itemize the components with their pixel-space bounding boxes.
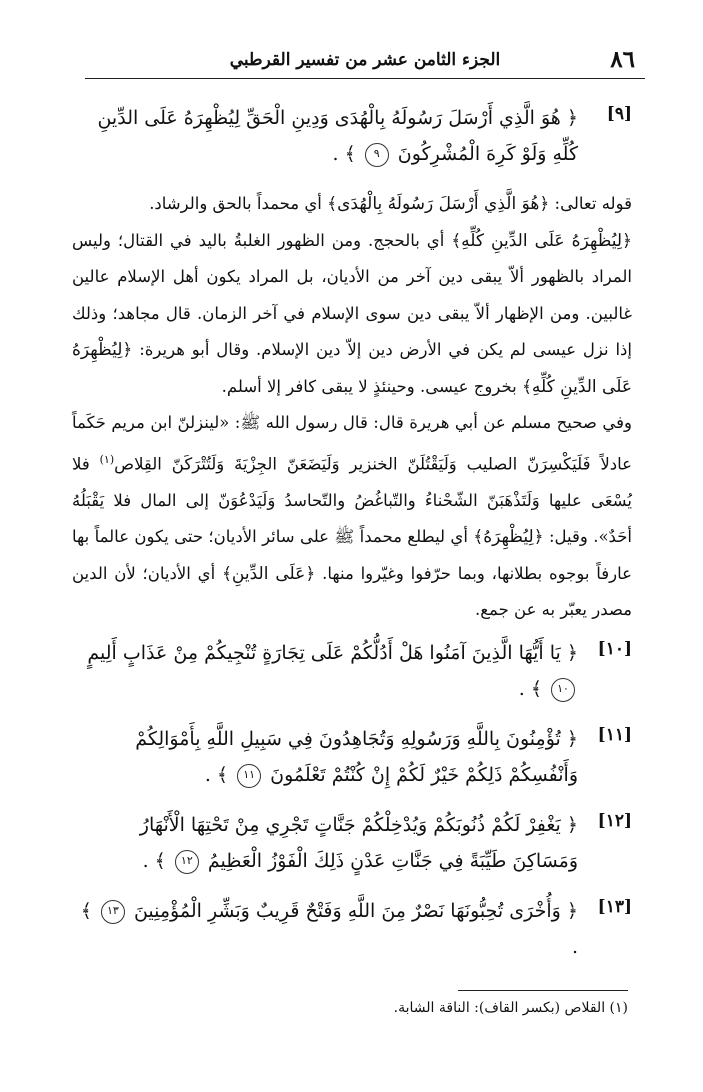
verse-text: ﴿ هُوَ الَّذِي أَرْسَلَ رَسُولَهُ بِالْهُدَى وَدِينِ الْحَقِّ لِيُظْهِرَهُ عَلَى الدِّينِ كُلِّهِ وَلَوْ كَرِهَ الْمُشْرِكُونَ ٩ ﴾ .: [97, 107, 578, 165]
commentary: [72, 186, 632, 629]
quran-quote: ﴿لِيُظْهِرَهُ عَلَى الدِّينِ كُلِّهِ﴾: [72, 340, 632, 397]
page-number: ٨٦: [610, 46, 635, 73]
ayah-marker-icon: ١١: [237, 764, 261, 788]
ayah-marker-icon: ١٢: [175, 850, 199, 874]
footnote: (١) القلاص (بكسر القاف): الناقة الشابة.: [393, 1000, 628, 1016]
verse-11: [72, 721, 632, 793]
verse-12: [72, 807, 632, 879]
verse-text: ﴿ يَا أَيُّهَا الَّذِينَ آمَنُوا هَلْ أَدُلُّكُمْ عَلَى تِجَارَةٍ تُنْجِيكُمْ مِنْ عَذَابٍ أَلِيمٍ ١٠ ﴾ .: [87, 641, 578, 700]
ayah-marker-icon: ٩: [365, 143, 389, 167]
verse-number: [٩]: [606, 104, 632, 124]
quran-quote: ﴿هُوَ الَّذِي أَرْسَلَ رَسُولَهُ بِالْهُدَى﴾: [327, 194, 550, 214]
commentary-paragraph: قوله تعالى: ﴿هُوَ الَّذِي أَرْسَلَ رَسُولَهُ بِالْهُدَى﴾ أي محمداً بالحق والرشاد.: [149, 194, 632, 214]
verse-number: [١٠]: [597, 638, 632, 659]
page-header: [85, 44, 645, 79]
verse-text: ﴿ وَأُخْرَى تُحِبُّونَهَا نَصْرٌ مِنَ اللَّهِ وَفَتْحٌ قَرِيبٌ وَبَشِّرِ الْمُؤْمِنِينَ ١٣ ﴾ .: [80, 899, 578, 958]
verse-text: ﴿ تُؤْمِنُونَ بِاللَّهِ وَرَسُولِهِ وَتُجَاهِدُونَ فِي سَبِيلِ اللَّهِ بِأَمْوَالِكُمْ وَأَنْفُسِكُمْ ذَلِكُمْ خَيْرٌ لَكُمْ إِنْ كُنْتُمْ تَعْلَمُونَ ١١ ﴾ .: [135, 727, 578, 786]
commentary-paragraph: وفي صحيح مسلم عن أبي هريرة قال: قال رسول الله ﷺ: «لينزلنّ ابن مريم حَكَماً عادلاً فَلَيَكْسِرَنّ الصليب وَلَيَقْتُلَنّ الخنزير وَلَيَضَعَنّ الجِزْيَةَ وَلَتُتْرَكَنّ القِلاص$^{(١)}$ فلا يُسْعَى عليها وَلَتَذْهَبَنّ الشّحْناءُ والتّباغُضُ والتّحاسدُ وَلَيَدْعُوَنّ إلى المال فلا يَقْبَلُهُ أحَدٌ». وقيل: ﴿لِيُظْهِرَهُ﴾ أي ليطلع محمداً ﷺ على سائر الأديان؛ حتى يكون عالماً بها عارفاً بوجوه بطلانها، وبما حرّفوا وغيّروا منها. ﴿عَلَى الدِّينِ﴾ أي الأديان؛ لأن الدين مصدر يعبّر به عن جمع.: [72, 413, 632, 619]
verse-9: [72, 100, 632, 172]
page-body: [72, 100, 632, 979]
ayah-marker-icon: ١٠: [551, 678, 575, 702]
commentary-paragraph: ﴿لِيُظْهِرَهُ عَلَى الدِّينِ كُلِّهِ﴾ أي بالحجج. ومن الظهور الغلبةُ باليد في القتال؛ وليس المراد بالظهور ألاّ يبقى دين آخر من الأديان، بل المراد يكون أهل الإسلام عالين غالبين. ومن الإظهار ألاّ يبقى دين سوى الإسلام في آخر الزمان. قال مجاهد؛ وذلك إذا نزل عيسى لم يكن في الأرض دين إلاّ دين الإسلام. وقال أبو هريرة: ﴿لِيُظْهِرَهُ عَلَى الدِّينِ كُلِّهِ﴾ بخروج عيسى. وحينئذٍ لا يبقى كافر إلا أسلم.: [72, 230, 632, 397]
verse-number: [١١]: [597, 724, 632, 745]
quran-quote: ﴿لِيُظْهِرَهُ﴾: [473, 527, 544, 547]
ayah-marker-icon: ١٣: [101, 900, 125, 924]
footnote-divider: [458, 990, 628, 991]
quran-quote: ﴿لِيُظْهِرَهُ عَلَى الدِّينِ كُلِّهِ﴾: [451, 230, 632, 251]
verse-10: [72, 635, 632, 707]
quran-quote: ﴿عَلَى الدِّينِ﴾: [221, 563, 316, 584]
verse-text: ﴿ يَغْفِرْ لَكُمْ ذُنُوبَكُمْ وَيُدْخِلْكُمْ جَنَّاتٍ تَجْرِي مِنْ تَحْتِهَا الْأَنْهَارُ وَمَسَاكِنَ طَيِّبَةً فِي جَنَّاتِ عَدْنٍ ذَلِكَ الْفَوْزُ الْعَظِيمُ ١٢ ﴾ .: [139, 813, 578, 872]
running-title: الجزء الثامن عشر من تفسير القرطبي: [229, 50, 501, 70]
verse-number: [١٢]: [597, 810, 632, 831]
verse-13: [72, 893, 632, 965]
verse-number: [١٣]: [597, 896, 632, 917]
footnote-ref[interactable]: (١): [99, 452, 115, 466]
